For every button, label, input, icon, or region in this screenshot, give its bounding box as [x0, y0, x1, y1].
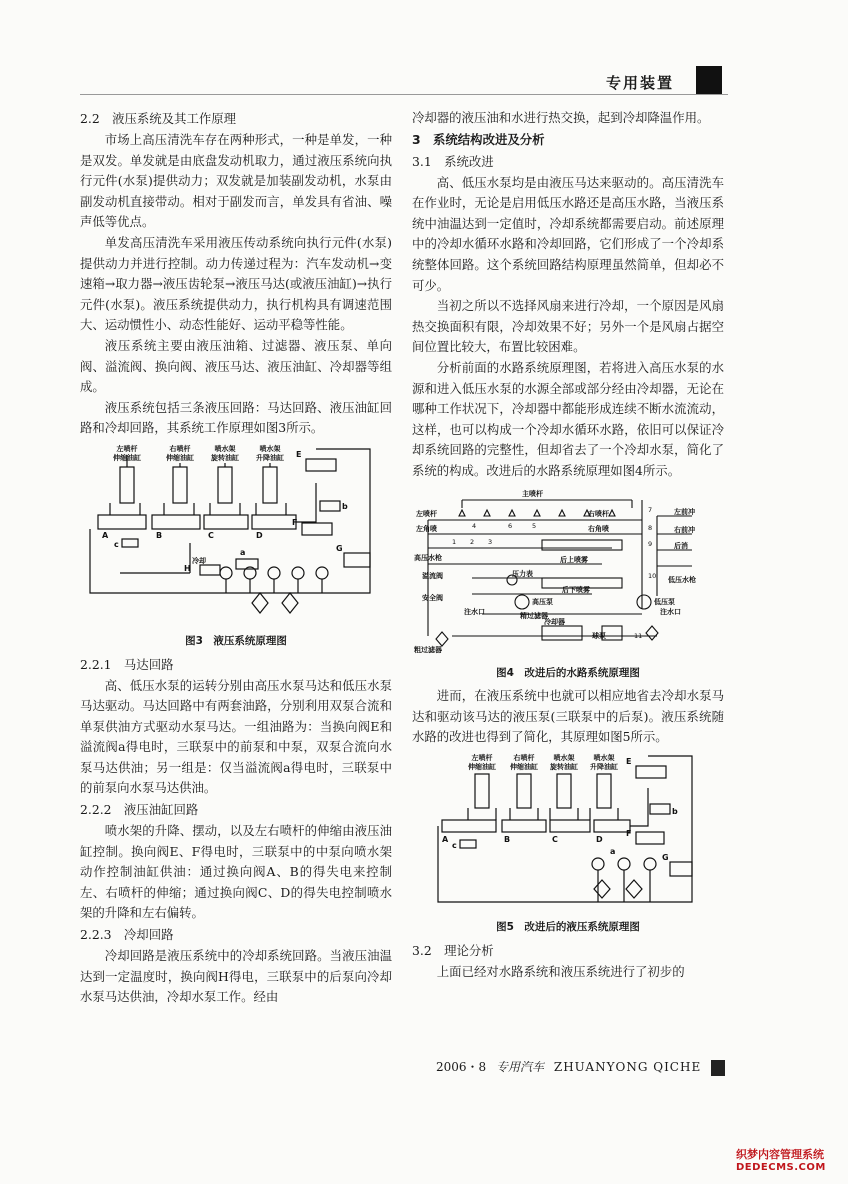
paragraph: 当初之所以不选择风扇来进行冷却，一个原因是风扇热交换面积有限，冷却效果不好；另外一个是风扇占据空间位置比较大，布置比较困难。 [412, 298, 724, 355]
fig4-number: 8 [648, 523, 653, 532]
fig4-label: 球泵 [592, 631, 606, 640]
fig4-number: 3 [488, 537, 493, 546]
fig4-number: 11 [634, 631, 643, 640]
paragraph: 液压系统主要由液压油箱、过滤器、液压泵、单向阀、溢流阀、换向阀、液压马达、液压油缸、冷却器等组成。 [80, 337, 392, 395]
fig4-label: 左前冲 [674, 507, 695, 516]
paragraph: 上面已经对水路系统和液压系统进行了初步的 [436, 964, 685, 980]
fig3-letter: a [240, 547, 246, 557]
page-header [0, 66, 848, 96]
fig4-label: 左角喷 [416, 524, 437, 533]
fig5-letter: b [672, 806, 678, 816]
figure-4 [412, 486, 724, 663]
fig3-letter: H [184, 563, 191, 573]
fig5-label: 旋转油缸 [550, 762, 578, 771]
page-marker [711, 1060, 725, 1076]
fig4-label: 溢流阀 [422, 571, 443, 580]
fig4-label: 粗过滤器 [414, 645, 442, 654]
fig5-label: 伸缩油缸 [468, 762, 496, 771]
paragraph: 冷却回路是液压系统中的冷却系统回路。当液压油温达到一定温度时，换向阀H得电，三联泵中的后泵向冷却水泵马达供油，冷却水泵工作。经由 [80, 948, 392, 1005]
paragraph: 高、低压水泵的运转分别由高压水泵马达和低压水泵马达驱动。马达回路中有两套油路，分别利用双泵合流和单泵供油方式驱动水泵马达。一组油路为：当换向阀E和溢流阀a得电时，三联泵中的前泵和中泵，双泵合流向水泵马达供油；另一组是：仅当溢流阀a得电时，三联泵中的前泵向水泵马达供油。 [80, 677, 392, 796]
section-2-2-1-title: 2.2.1 马达回路 [80, 656, 174, 672]
fig5-letter: D [596, 834, 603, 844]
fig4-number: 6 [508, 521, 513, 530]
fig3-label: 右喷杆 [169, 444, 191, 453]
fig5-label: 右喷杆 [513, 753, 535, 762]
fig5-letter: E [626, 756, 632, 766]
fig4-label: 右前冲 [674, 525, 695, 534]
fig4-label: 高压泵 [532, 597, 553, 606]
fig3-label: 左喷杆 [116, 444, 138, 453]
fig3-label: 升降油缸 [256, 453, 284, 462]
paragraph: 进而，在液压系统中也就可以相应地省去冷却水泵马达和驱动该马达的液压泵(三联泵中的后泵)。液压系统随水路的改进也得到了简化，其原理如图5所示。 [412, 688, 724, 745]
fig4-number: 4 [472, 521, 477, 530]
fig3-letter: C [208, 530, 214, 540]
fig5-letter: G [662, 852, 669, 862]
fig4-label: 注水口 [464, 607, 485, 616]
paragraph: 市场上高压清洗车存在两种形式，一种是单发，一种是双发。单发就是由底盘发动机取力，通过液压系统向执行元件(水泵)提供动力；双发就是加装副发动机，水泵由副发动机直接带动。相对于副发而言，单发具有省油、噪声低等优点。 [80, 132, 392, 230]
watermark-en: DEDECMS.COM [736, 1162, 826, 1173]
header-rule [80, 94, 728, 95]
fig4-number: 5 [532, 521, 537, 530]
fig5-letter: B [504, 834, 511, 844]
fig4-label: 左喷杆 [416, 509, 437, 518]
section-3-1-title: 3.1 系统改进 [412, 153, 494, 169]
fig4-label: 后上喷雾 [560, 555, 588, 564]
fig5-label: 伸缩油缸 [510, 762, 538, 771]
section-3-2-title: 3.2 理论分析 [412, 943, 494, 959]
section-2-2-title: 2.2 液压系统及其工作原理 [80, 111, 237, 126]
figure-3-caption: 图3 液压系统原理图 [185, 634, 287, 647]
right-column [412, 108, 724, 983]
fig3-letter: A [102, 530, 109, 540]
figure-3-diagram [80, 443, 380, 623]
fig4-label: 右喷杆 [588, 509, 609, 518]
figure-5-diagram [412, 752, 712, 910]
fig4-number: 7 [648, 505, 653, 514]
section-3-title: 3 系统结构改进及分析 [412, 131, 545, 147]
fig3-letter: b [342, 501, 348, 511]
journal-name-en: ZHUANYONG QICHE [553, 1060, 702, 1074]
paragraph: 冷却器的液压油和水进行热交换，起到冷却降温作用。 [412, 110, 710, 125]
fig5-label: 喷水架 [593, 753, 615, 762]
figure-5-caption: 图5 改进后的液压系统原理图 [496, 921, 640, 934]
fig4-label: 精过滤器 [520, 611, 548, 620]
header-marker [696, 66, 722, 94]
paragraph: 单发高压清洗车采用液压传动系统向执行元件(水泵)提供动力并进行控制。动力传递过程为：汽车发动机→变速箱→取力器→液压齿轮泵→液压马达(或液压油缸)→执行元件(水泵)。液压系统提供动力，执行机构具有调速范围大、运动惯性小、动态性能好、运动平稳等性能。 [80, 234, 392, 333]
fig3-label: 旋转油缸 [211, 453, 239, 462]
fig5-letter: c [452, 840, 457, 850]
fig5-letter: A [442, 834, 449, 844]
watermark [736, 1148, 826, 1174]
fig3-text: 冷却 [192, 556, 206, 565]
journal-name-cn: 专用汽车 [496, 1060, 545, 1074]
fig3-label: 喷水架 [259, 444, 281, 453]
fig3-letter: E [296, 449, 302, 459]
fig4-label: 低压泵 [654, 597, 675, 606]
fig3-label: 伸缩油缸 [113, 453, 141, 462]
fig3-letter: D [256, 530, 263, 540]
fig5-label: 左喷杆 [471, 753, 493, 762]
paragraph: 液压系统包括三条液压回路：马达回路、液压油缸回路和冷却回路，其系统工作原理如图3所示。 [80, 399, 392, 436]
fig4-label: 低压水枪 [668, 575, 696, 584]
section-2-2-3-title: 2.2.3 冷却回路 [80, 927, 174, 943]
fig3-label: 伸缩油缸 [166, 453, 194, 462]
fig4-label: 高压水枪 [414, 553, 442, 562]
figure-4-caption: 图4 改进后的水路系统原理图 [496, 667, 640, 680]
section-title: 专用装置 [606, 74, 675, 92]
fig5-label: 升降油缸 [590, 762, 618, 771]
section-2-2-2-title: 2.2.2 液压油缸回路 [80, 802, 199, 818]
watermark-cn: 织梦内容管理系统 [736, 1148, 824, 1161]
left-column [80, 108, 392, 1008]
fig4-label: 右角喷 [588, 524, 609, 533]
fig3-label: 喷水架 [214, 444, 236, 453]
fig3-letter: F [292, 517, 298, 527]
fig4-label: 安全阀 [422, 593, 443, 602]
fig5-letter: F [626, 828, 632, 838]
fig4-label: 注水口 [660, 607, 681, 616]
figure-3 [80, 443, 392, 630]
fig4-label: 冷却器 [544, 617, 565, 626]
fig4-label: 后下喷雾 [562, 585, 590, 594]
figure-4-diagram [412, 486, 712, 656]
fig3-letter: B [156, 530, 163, 540]
fig5-letter: a [610, 846, 616, 856]
paragraph: 喷水架的升降、摆动，以及左右喷杆的伸缩由液压油缸控制。换向阀E、F得电时，三联泵中的中泵向喷水架动作控制油缸供油：通过换向阀A、B的得失电来控制左、右喷杆的伸缩；通过换向阀C、D的得失电控制喷水架的升降和左右偏转。 [80, 823, 392, 921]
fig4-label: 后消 [674, 541, 688, 550]
figure-5 [412, 752, 724, 917]
fig5-label: 喷水架 [553, 753, 575, 762]
paragraph: 分析前面的水路系统原理图，若将进入高压水泵的水源和进入低压水泵的水源全部或部分经由冷却器，无论在哪种工作状况下，冷却器中都能形成连续不断水流流动，这样，也可以构成一个冷却水循环水路，依旧可以保证冷却系统回路的完整性，但却省去了一个冷却水泵，简化了系统的构成。改进后的水路系统原理如图4所示。 [412, 359, 724, 478]
fig5-letter: C [552, 834, 558, 844]
fig4-number: 10 [648, 571, 657, 580]
fig3-letter: c [114, 539, 119, 549]
issue-number: 2006・8 [436, 1060, 487, 1074]
fig3-letter: G [336, 543, 343, 553]
fig4-number: 1 [452, 537, 457, 546]
fig4-number: 9 [648, 539, 653, 548]
paragraph: 高、低压水泵均是由液压马达来驱动的。高压清洗车在作业时，无论是启用低压水路还是高压水路，当液压系统中油温达到一定值时，冷却系统都需要启动。前述原理中的冷却水循环水路和冷却回路，它们形成了一个冷却系统整体回路。这个系统回路结构原理虽然简单，但却必不可少。 [412, 174, 724, 293]
page-footer [436, 1058, 725, 1076]
fig4-label: 压力表 [512, 569, 533, 578]
fig4-number: 2 [470, 537, 475, 546]
fig4-label: 主喷杆 [522, 489, 543, 498]
